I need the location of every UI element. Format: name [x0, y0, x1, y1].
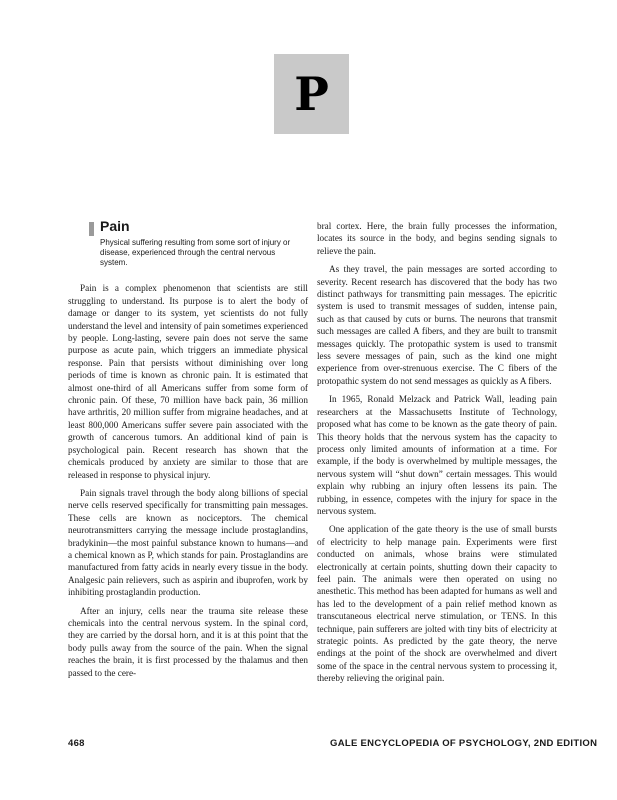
entry-marker-bar — [89, 222, 94, 236]
body-paragraph: bral cortex. Here, the brain fully processes the information, locates its source in the body, and begins sending signals to relieve the pain. — [317, 221, 557, 256]
entry-header — [68, 220, 308, 268]
body-paragraph: One application of the gate theory is the use of small bursts of electricity to help manage pain. Experiments were first conducted on animals, whose brains were stimulated electronically at certain points, shutting down their capacity to feel pain. The animals were then operated on using no anesthetic. This method has been adapted for humans as well and has led to the development of a pain relief method known as transcutaneous electrical nerve stimulation, or TENS. In this technique, pain sufferers are jolted with tiny bits of electricity at strategic points. As predicted by the gate theory, the nerve endings at the point of the shock are overwhelmed and divert some of the space in the central nervous system to processing it, thereby relieving the original pain. — [317, 524, 557, 684]
section-letter: P — [294, 67, 329, 121]
body-paragraph: As they travel, the pain messages are sorted according to severity. Recent research has discovered that the body has two distinct pathways for transmitting pain messages. The epicritic system is used to transmit messages of sudden, intense pain, such as that caused by cuts or burns. The neurons that transmit such messages are called A fibers, and they are built to transmit messages quickly. The protopathic system is used to transmit less severe messages of pain, such as the kind one might experience from over-strenuous exercise. The C fibers of the protopathic system do not send messages as quickly as A fibers. — [317, 264, 557, 386]
body-paragraph: After an injury, cells near the trauma site release these chemicals into the central nervous system. In the spinal cord, they are carried by the dorsal horn, and it is at this point that the body pulls away from the source of the pain. When the signal reaches the brain, it is first processed by the thalamus and then passed to the cere- — [68, 605, 308, 678]
body-paragraph: In 1965, Ronald Melzack and Patrick Wall, leading pain researchers at the Massachusetts Institute of Technology, proposed what has come to be known as the gate theory of pain. This theory holds that the nervous system has the capacity to process only limited amounts of information at a time. For example, if the body is overwhelmed by multiple messages, the nervous system will “shut down” certain messages. This would explain why rubbing an injury often lessens its pain. The rubbing, in essence, competes with the injury for space in the nervous system. — [317, 394, 557, 516]
body-paragraph: Pain signals travel through the body along billions of special nerve cells reserved specifically for transmitting pain messages. These cells are known as nociceptors. The chemical neurotransmitters carrying the message include prostaglandins, bradykinin—the most painful substance known to humans—and a chemical known as P, which stands for pain. Prostaglandins are manufactured from fatty acids in nearly every tissue in the body. Analgesic pain relievers, such as aspirin and ibuprofen, work by inhibiting prostaglandin production. — [68, 487, 308, 598]
body-paragraph: Pain is a complex phenomenon that scientists are still struggling to understand. Its purpose is to alert the body of damage or danger to its system, yet scientists do not fully understand the level and intensity of pain sometimes experienced by people. Long-lasting, severe pain does not serve the same purpose as acute pain, which triggers an immediate physical response. Pain that persists without diminishing over long periods of time is known as chronic pain. It is estimated that almost one-third of all Americans suffer from some form of chronic pain. Of these, 70 million have back pain, 36 million have arthritis, 20 million suffer from migraine headaches, and at least 800,000 Americans suffer severe pain associated with the growth of cancerous tumors. An additional kind of pain is psychological pain. Recent research has shown that the chemicals produced by anxiety are similar to those that are released in response to physical injury. — [68, 283, 308, 480]
entry-title: Pain — [100, 218, 130, 234]
page-number: 468 — [68, 738, 85, 749]
running-title: GALE ENCYCLOPEDIA OF PSYCHOLOGY, 2ND EDITION — [330, 738, 598, 749]
section-letter-box — [274, 54, 349, 134]
entry-definition: Physical suffering resulting from some sort of injury or disease, experienced through the central nervous system. — [100, 238, 291, 268]
right-column — [317, 220, 557, 691]
left-column — [68, 220, 308, 685]
